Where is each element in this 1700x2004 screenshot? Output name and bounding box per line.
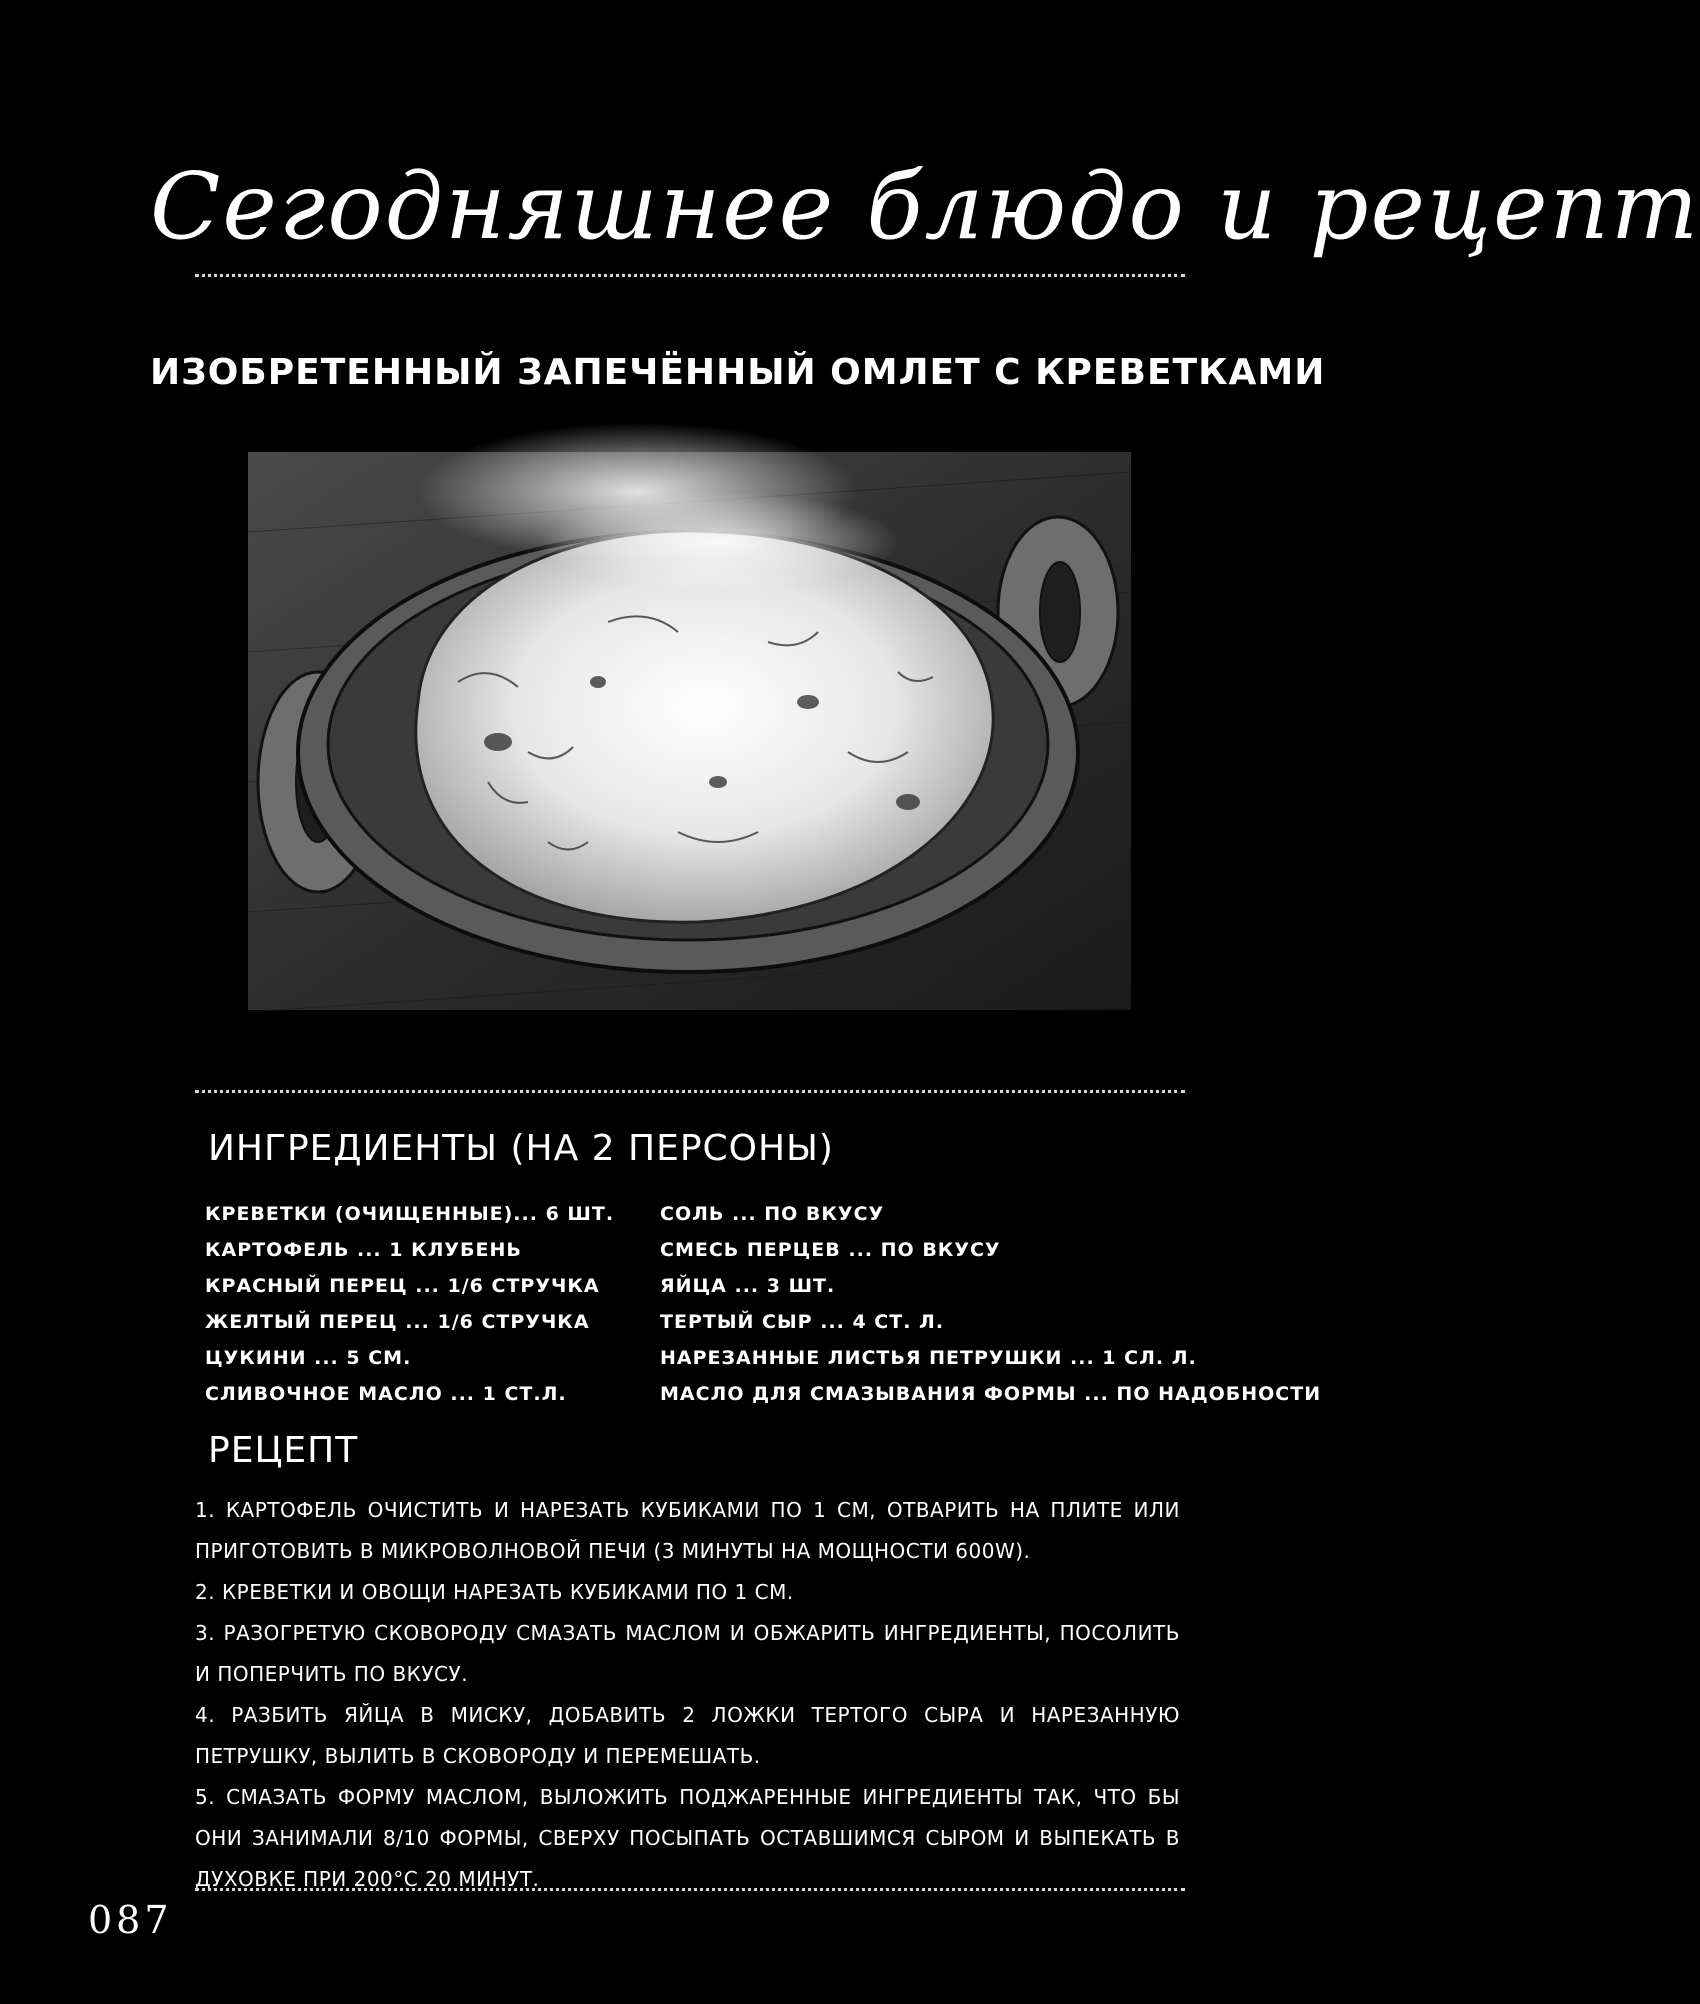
page-title: Сегодняшнее блюдо и рецепт bbox=[150, 152, 1700, 260]
ingredients-column-right bbox=[660, 1196, 1322, 1412]
dotted-divider bbox=[195, 1888, 1185, 1891]
baked-omelet-illustration bbox=[248, 452, 1131, 1010]
recipe-heading: РЕЦЕПТ bbox=[208, 1430, 359, 1471]
ingredient-item: СМЕСЬ ПЕРЦЕВ ... ПО ВКУСУ bbox=[660, 1239, 1001, 1261]
ingredient-item: ЖЕЛТЫЙ ПЕРЕЦ ... 1/6 СТРУЧКА bbox=[205, 1311, 590, 1333]
ingredients-list bbox=[205, 1196, 1322, 1416]
ingredient-item: ЦУКИНИ ... 5 СМ. bbox=[205, 1347, 412, 1369]
recipe-step: 1. КАРТОФЕЛЬ ОЧИСТИТЬ И НАРЕЗАТЬ КУБИКАМИ ПО 1 СМ, ОТВАРИТЬ НА ПЛИТЕ ИЛИ ПРИГОТОВИТЬ В МИКРОВОЛНОВОЙ ПЕЧИ (3 МИНУТЫ НА МОЩНОСТИ 600W). bbox=[195, 1498, 1180, 1563]
ingredient-item: КРАСНЫЙ ПЕРЕЦ ... 1/6 СТРУЧКА bbox=[205, 1275, 600, 1297]
ingredient-item: СОЛЬ ... ПО ВКУСУ bbox=[660, 1203, 885, 1225]
ingredients-heading: ИНГРЕДИЕНТЫ (НА 2 ПЕРСОНЫ) bbox=[208, 1128, 834, 1169]
ingredient-item: ЯЙЦА ... 3 ШТ. bbox=[660, 1275, 836, 1297]
page-number: 087 bbox=[88, 1898, 173, 1942]
recipe-step: 2. КРЕВЕТКИ И ОВОЩИ НАРЕЗАТЬ КУБИКАМИ ПО 1 СМ. bbox=[195, 1580, 794, 1604]
recipe-steps bbox=[195, 1490, 1180, 1900]
ingredients-column-left bbox=[205, 1196, 655, 1412]
recipe-step: 5. СМАЗАТЬ ФОРМУ МАСЛОМ, ВЫЛОЖИТЬ ПОДЖАРЕННЫЕ ИНГРЕДИЕНТЫ ТАК, ЧТО БЫ ОНИ ЗАНИМАЛИ 8/10 ФОРМЫ, СВЕРХУ ПОСЫПАТЬ ОСТАВШИМСЯ СЫРОМ И ВЫПЕКАТЬ В ДУХОВКЕ ПРИ 200°С 20 МИНУТ. bbox=[195, 1785, 1180, 1891]
ingredient-item: КАРТОФЕЛЬ ... 1 КЛУБЕНЬ bbox=[205, 1239, 522, 1261]
ingredient-item: ТЕРТЫЙ СЫР ... 4 СТ. Л. bbox=[660, 1311, 945, 1333]
ingredient-item: СЛИВОЧНОЕ МАСЛО ... 1 СТ.Л. bbox=[205, 1383, 567, 1405]
dotted-divider bbox=[195, 1090, 1185, 1093]
dotted-divider bbox=[195, 274, 1185, 277]
ingredient-item: НАРЕЗАННЫЕ ЛИСТЬЯ ПЕТРУШКИ ... 1 СЛ. Л. bbox=[660, 1347, 1197, 1369]
recipe-step: 3. РАЗОГРЕТУЮ СКОВОРОДУ СМАЗАТЬ МАСЛОМ И ОБЖАРИТЬ ИНГРЕДИЕНТЫ, ПОСОЛИТЬ И ПОПЕРЧИТЬ ПО ВКУСУ. bbox=[195, 1621, 1180, 1686]
ingredient-item: КРЕВЕТКИ (ОЧИЩЕННЫЕ)... 6 ШТ. bbox=[205, 1203, 615, 1225]
ingredient-item: МАСЛО ДЛЯ СМАЗЫВАНИЯ ФОРМЫ ... ПО НАДОБНОСТИ bbox=[660, 1383, 1322, 1405]
dish-title: ИЗОБРЕТЕННЫЙ ЗАПЕЧЁННЫЙ ОМЛЕТ С КРЕВЕТКАМИ bbox=[150, 352, 1326, 393]
recipe-step: 4. РАЗБИТЬ ЯЙЦА В МИСКУ, ДОБАВИТЬ 2 ЛОЖКИ ТЕРТОГО СЫРА И НАРЕЗАННУЮ ПЕТРУШКУ, ВЫЛИТЬ В СКОВОРОДУ И ПЕРЕМЕШАТЬ. bbox=[195, 1703, 1180, 1768]
